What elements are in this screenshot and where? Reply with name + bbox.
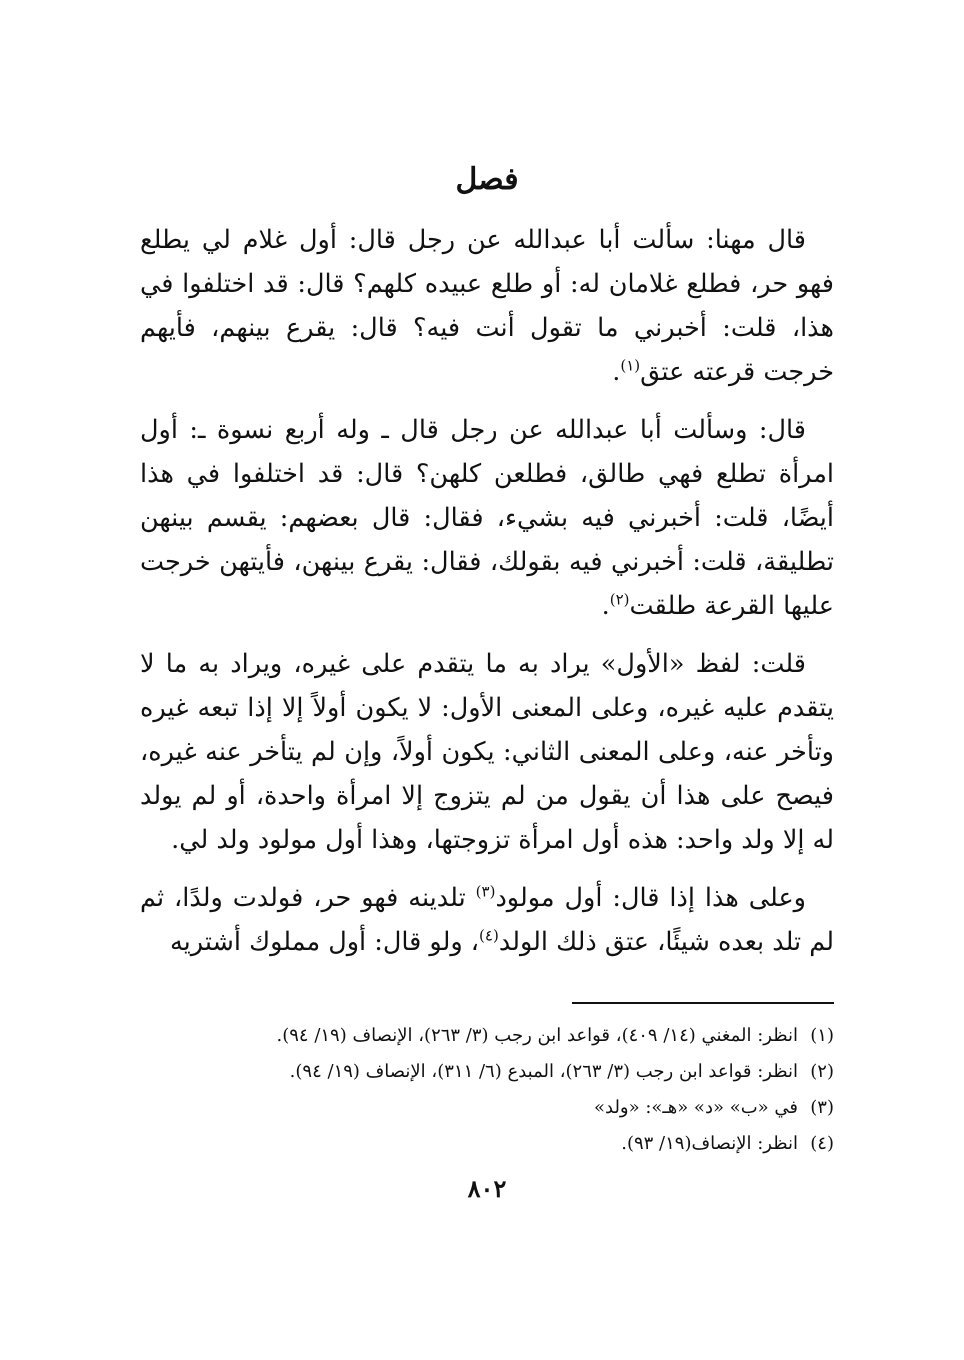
footnote-number: (٤) (810, 1133, 834, 1154)
paragraph-3 (140, 642, 834, 862)
footnote-ref[interactable]: (٣) (475, 882, 496, 901)
paragraph-text: قال مهنا: سألت أبا عبدالله عن رجل قال: أول غلام لي يطلع فهو حر، فطلع غلامان له: أو طلع عبيده كلهم؟ قال: قد اختلفوا في هذا، قلت: أخبرني ما تقول أنت فيه؟ قال: يقرع بينهم، فأيهم خرجت قرعته عتق (140, 225, 834, 387)
paragraph-text: وعلى هذا إذا قال: أول مولود (495, 883, 806, 913)
page-number: ٨٠٢ (467, 1174, 507, 1203)
footnote-text: انظر: المغني (١٤/ ٤٠٩)، قواعد ابن رجب (٣/ ٢٦٣)، الإنصاف (١٩/ ٩٤). (276, 1025, 798, 1046)
footnote-ref[interactable]: (٢) (609, 590, 630, 609)
footnote-text: في «ب» «د» «هـ»: «ولد» (593, 1097, 798, 1118)
book-page (140, 160, 834, 1220)
footnotes (140, 1018, 834, 1162)
footnote-item (140, 1054, 834, 1090)
footnote-text: انظر: الإنصاف(١٩/ ٩٣). (621, 1133, 798, 1154)
footnote-separator (572, 1002, 834, 1004)
paragraph-text: تلدينه فهو حر، فولدت ولدًا، ثم لم تلد بعده شيئًا، عتق ذلك الولد (140, 883, 834, 957)
footnote-ref[interactable]: (١) (620, 356, 641, 375)
footnote-number: (١) (810, 1025, 834, 1046)
paragraph-text: قال: وسألت أبا عبدالله عن رجل قال ـ وله أربع نسوة ـ: أول امرأة تطلع فهي طالق، فطلعن كلهن؟ قال: قد اختلفوا في هذا أيضًا، قلت: أخبرني فيه بشيء، فقال: قال بعضهم: يقسم بينهن تطليقة، قلت: أخبرني فيه بقولك، فقال: يقرع بينهن، فأيتهن خرجت عليها القرعة طلقت (140, 415, 834, 621)
paragraph-2 (140, 408, 834, 628)
footnote-number: (٢) (810, 1061, 834, 1082)
paragraph-text: . (612, 357, 621, 387)
footnote-ref[interactable]: (٤) (479, 926, 499, 945)
footnote-text: انظر: قواعد ابن رجب (٣/ ٢٦٣)، المبدع (٦/ ٣١١)، الإنصاف (١٩/ ٩٤). (289, 1061, 798, 1082)
footnote-number: (٣) (810, 1097, 834, 1118)
footnote-item (140, 1126, 834, 1162)
paragraph-4 (140, 876, 834, 964)
paragraph-text: . (601, 591, 610, 621)
footnote-item (140, 1018, 834, 1054)
paragraph-1 (140, 218, 834, 394)
footnote-item (140, 1090, 834, 1126)
section-heading: فصل (455, 162, 519, 197)
paragraph-text: قلت: لفظ «الأول» يراد به ما يتقدم على غيره، ويراد به ما لا يتقدم عليه غيره، وعلى المعنى الأول: لا يكون أولاً إلا إذا تبعه غيره وتأخر عنه، وعلى المعنى الثاني: يكون أولاً، وإن لم يتأخر عنه غيره، فيصح على هذا أن يقول من لم يتزوج إلا امرأة واحدة، أو لم يولد له إلا ولد واحد: هذه أول امرأة تزوجتها، وهذا أول مولود ولد لي. (140, 649, 834, 855)
paragraph-text: ، ولو قال: أول مملوك أشتريه (169, 927, 480, 957)
